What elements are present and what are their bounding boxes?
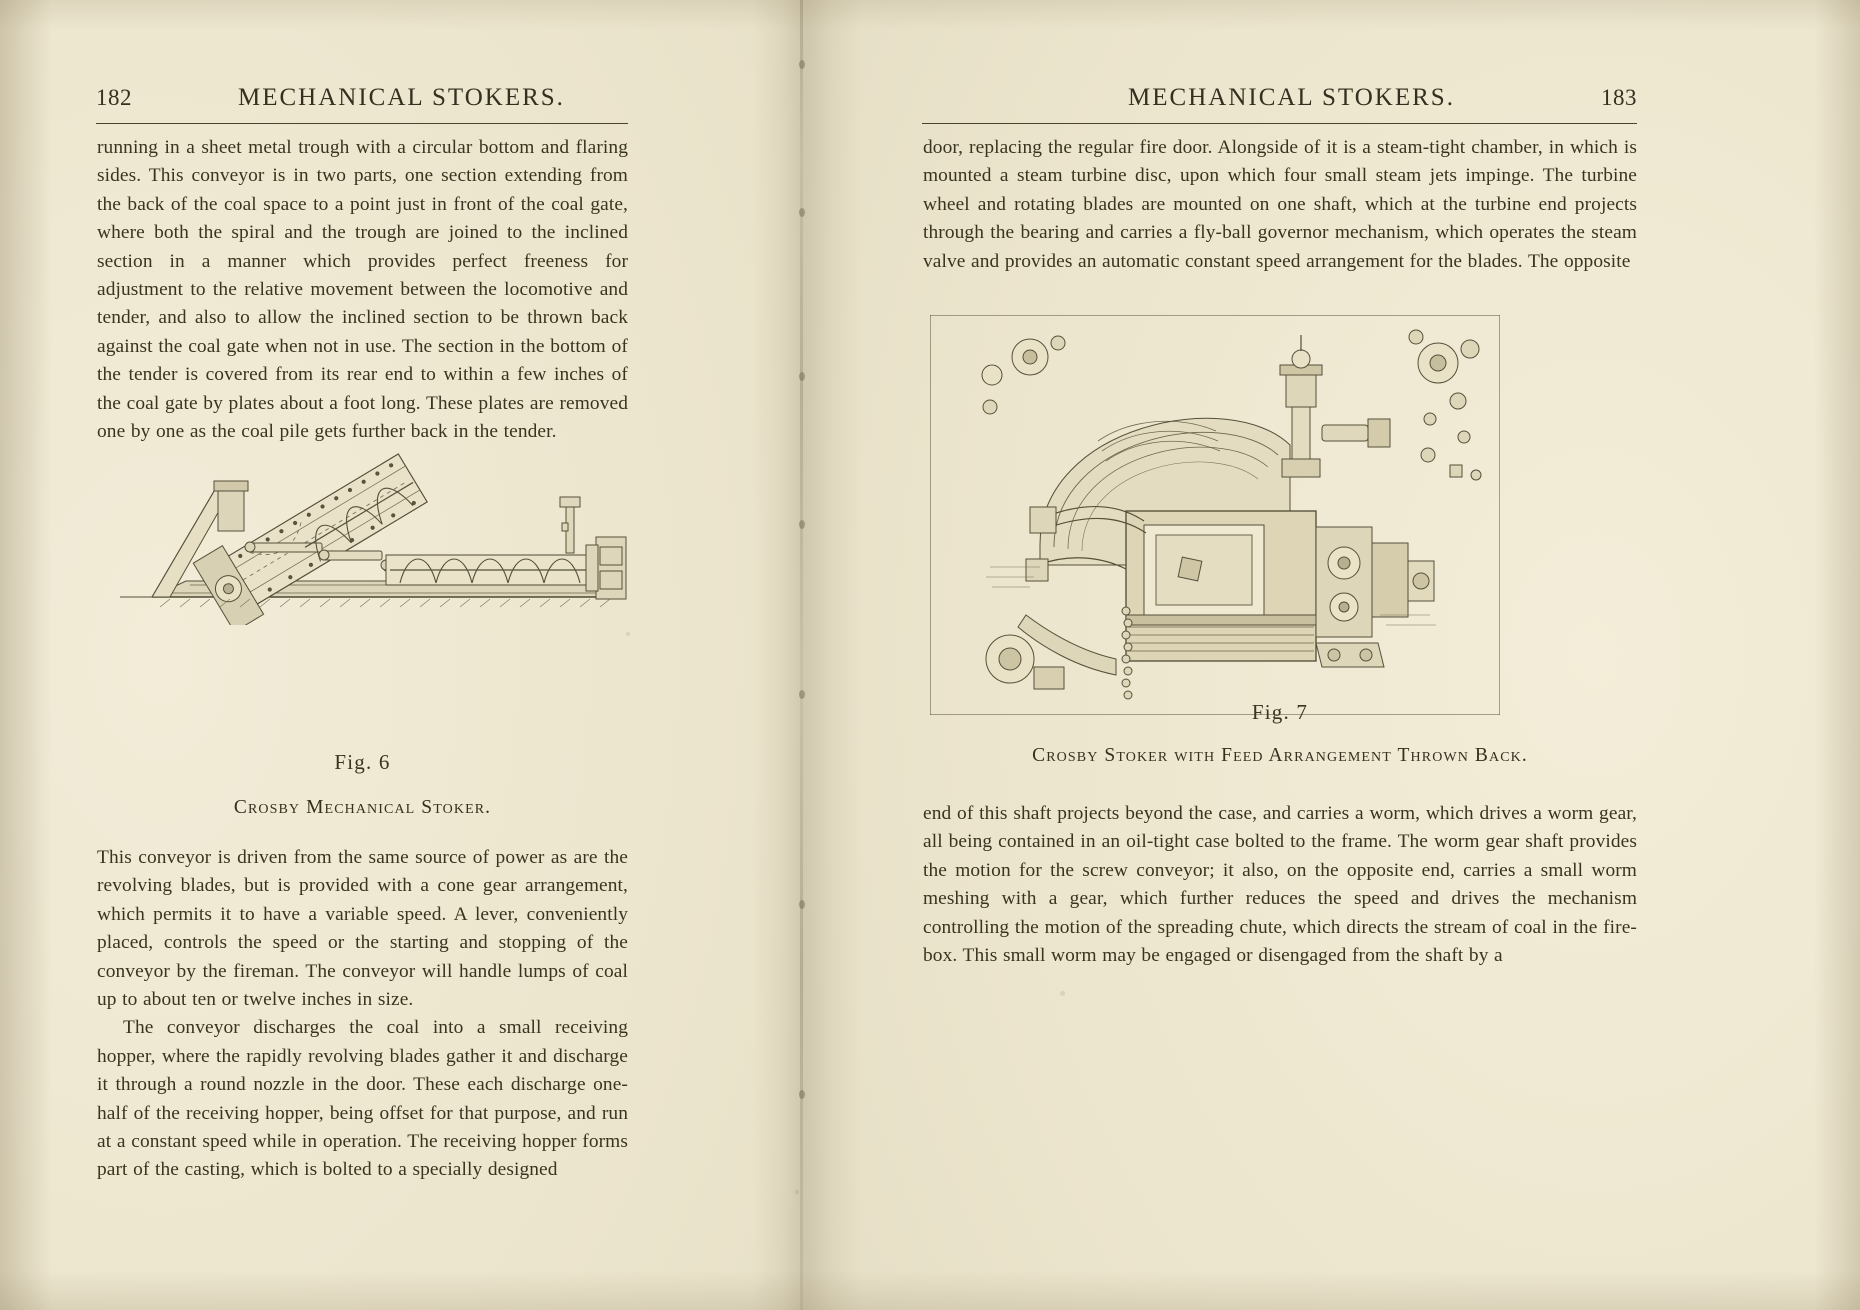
figure-6-caption: Crosby Mechanical Stoker. bbox=[233, 797, 492, 818]
paragraph: This conveyor is driven from the same source of power as are the revolving blades, but is provided with a cone gear arrangement, which permits it to have a variable speed. A lever, conveniently placed, controls the speed or the starting and stopping of the conveyor by the fireman. The conveyor will handle lumps of coal up to about ten or twelve inches in size. bbox=[97, 847, 628, 1011]
binding-stitch bbox=[799, 520, 805, 529]
binding-stitch bbox=[799, 900, 805, 909]
left-head-rule bbox=[96, 123, 628, 124]
paragraph: end of this shaft projects beyond the case, and carries a worm, which drives a worm gear, all being contained in an oil-tight case bolted to the frame. The worm gear shaft provides the motion for the screw conveyor; it also, on the opposite end, carries a small worm meshing with a gear, which further reduces the speed and drives the mechanism controlling the motion of the spreading chute, which directs the stream of coal in the fire-box. This small worm may be engaged or disengaged from the shaft by a bbox=[923, 803, 1637, 967]
right-running-head bbox=[922, 84, 1637, 112]
right-running-head-title: MECHANICAL STOKERS. bbox=[1128, 84, 1455, 111]
left-page bbox=[0, 0, 800, 1310]
left-running-head bbox=[96, 84, 636, 112]
right-column-paragraph-bottom bbox=[923, 800, 1637, 970]
left-running-head-title: MECHANICAL STOKERS. bbox=[238, 84, 565, 111]
figure-7-number: Fig. 7 bbox=[1251, 700, 1309, 724]
binding-stitch bbox=[799, 372, 805, 381]
binding-stitch bbox=[799, 690, 805, 699]
figure-7-caption: Crosby Stoker with Feed Arrangement Thrown Back. bbox=[1032, 745, 1528, 766]
right-head-rule bbox=[922, 123, 1637, 124]
paper-speck bbox=[1294, 842, 1300, 847]
paper-speck bbox=[626, 632, 630, 636]
paper-speck bbox=[795, 1190, 799, 1194]
figure-6-illustration bbox=[100, 385, 640, 625]
paper-speck bbox=[1060, 991, 1065, 996]
right-column-paragraph-top bbox=[923, 134, 1637, 276]
left-column-paragraph-2 bbox=[97, 844, 628, 1185]
paragraph: The conveyor discharges the coal into a small receiving hopper, where the rapidly revolving blades gather it and discharge it through a round nozzle in the door. These each discharge one-half of the receiving hopper, being offset for that purpose, and run at a constant speed while in operation. The receiving hopper forms part of the casting, which is bolted to a specially designed bbox=[97, 1017, 628, 1181]
binding-stitch bbox=[799, 1090, 805, 1099]
binding-stitch bbox=[799, 208, 805, 217]
figure-7-illustration bbox=[930, 315, 1500, 715]
figure-6-number: Fig. 6 bbox=[334, 750, 391, 774]
right-folio: 183 bbox=[1600, 85, 1637, 110]
paragraph: door, replacing the regular fire door. Alongside of it is a steam-tight chamber, in which is mounted a steam turbine disc, upon which four small steam jets impinge. The turbine wheel and rotating blades are mounted on one shaft, which at the turbine end projects through the bearing and carries a fly-ball governor mechanism, which operates the steam valve and provides an automatic constant speed arrangement for the blades. The opposite bbox=[923, 137, 1637, 272]
right-page bbox=[800, 0, 1860, 1310]
binding-stitch bbox=[799, 60, 805, 69]
paragraph: running in a sheet metal trough with a circular bottom and flaring sides. This conveyor is in two parts, one section extending from the back of the coal space to a point just in front of the coal gate, where both the spiral and the trough are joined to the inclined section in a manner which provides perfect freeness for adjustment to the relative movement between the locomotive and tender, and also to allow the inclined section to be thrown back against the coal gate when not in use. The section in the bottom of the tender is covered from its rear end to within a few inches of the coal gate by plates about a foot long. These plates are removed one by one as the coal pile gets further back in the tender. bbox=[97, 137, 628, 443]
left-folio: 182 bbox=[96, 85, 132, 110]
